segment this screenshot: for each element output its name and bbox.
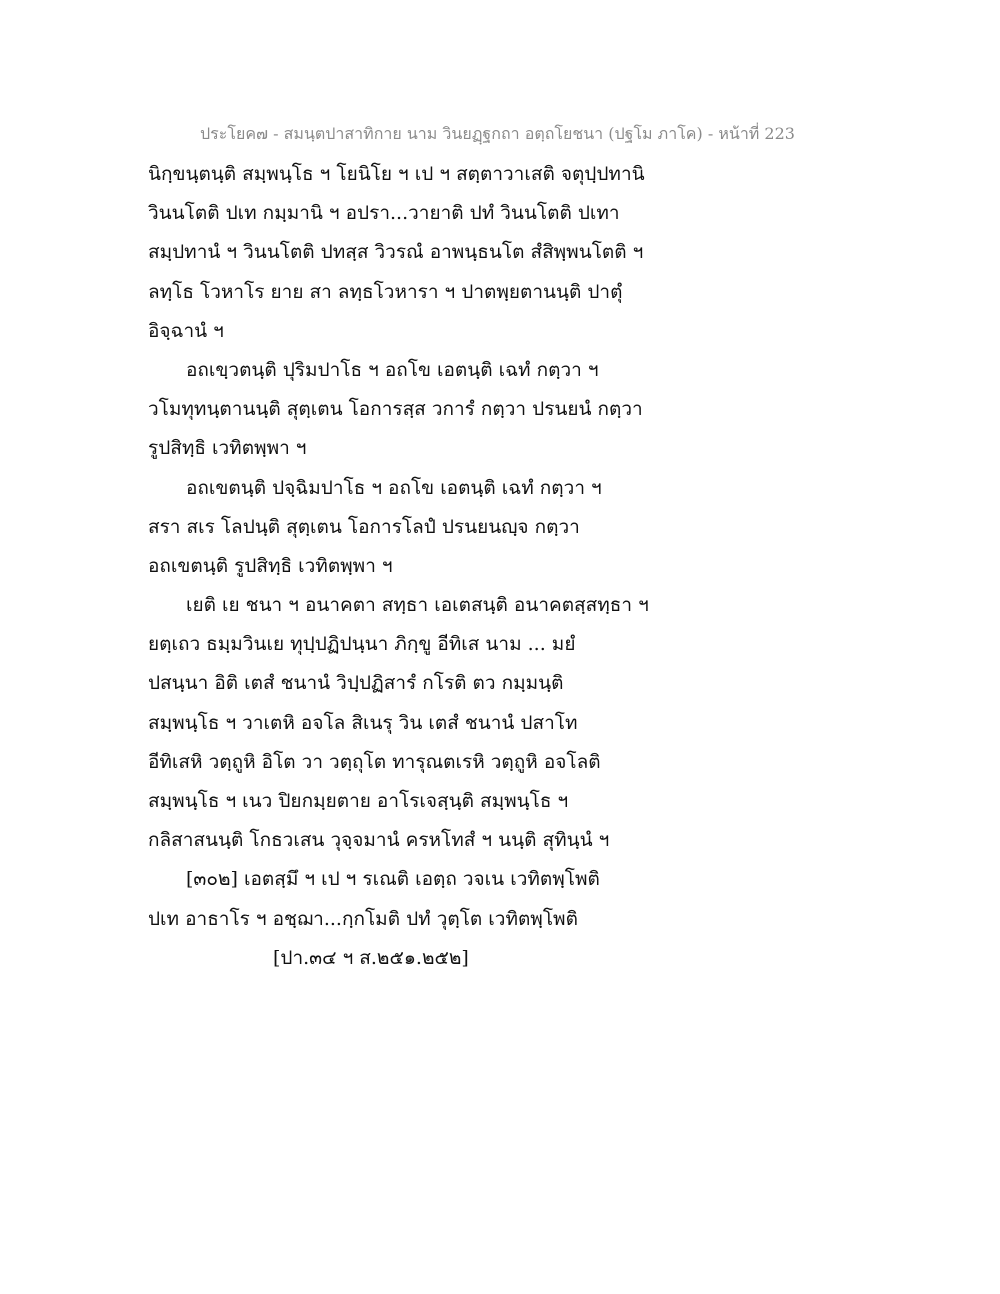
body-text: [148, 158, 868, 981]
text-line: ปสนฺนา อิติ เตสํ ชนานํ วิปฺปฏิสารํ กโรติ ตว กมฺมนฺติ: [148, 672, 564, 695]
text-line: เยติ เย ชนา ฯ อนาคตา สทฺธา เอเตสนฺติ อนาคตสฺสทฺธา ฯ: [186, 594, 649, 617]
text-line: [๓๐๒] เอตสฺมึ ฯ เป ฯ รเณติ เอตฺถ วจเน เวทิตพฺโพติ: [186, 868, 600, 891]
running-header: ประโยค๗ - สมนฺตปาสาทิกาย นาม วินยฏฺฐกถา อตฺถโยชนา (ปฐโม ภาโค) - หน้าที่ 223: [200, 124, 795, 143]
text-line: กลิสาสนนฺติ โกธวเสน วุจฺจมานํ ครหโทสํ ฯ นนฺติ สุทินฺนํ ฯ: [148, 829, 610, 852]
text-line: วินนโตติ ปเท กมฺมานิ ฯ อปรา...วายาติ ปทํ วินนโตติ ปเทา: [148, 202, 620, 225]
text-line: ลทฺโธ โวหาโร ยาย สา ลทฺธโวหารา ฯ ปาตพฺยตานนฺติ ปาตุํ: [148, 280, 623, 303]
reference-line: [ปา.๓๔ ฯ ส.๒๕๑.๒๕๒]: [273, 946, 469, 969]
text-line: อิจฺฉานํ ฯ: [148, 319, 224, 342]
text-line: อีทิเสหิ วตฺถูหิ อิโต วา วตฺถุโต ทารุณตเรหิ วตฺถูหิ อจโลติ: [148, 750, 601, 773]
text-line: อถเขตนฺติ รูปสิทฺธิ เวทิตพฺพา ฯ: [148, 554, 393, 577]
text-line: สมฺปทานํ ฯ วินนโตติ ปทสฺส วิวรณํ อาพนฺธนโต สํสิพฺพนโตติ ฯ: [148, 241, 644, 264]
text-line: อถเขตนฺติ ปจฺฉิมปาโธ ฯ อถโข เอตนฺติ เฉทํ กตฺวา ฯ: [186, 476, 602, 499]
text-line: ปเท อาธาโร ฯ อชฺฌา...กฺกโมติ ปทํ วุตฺโต เวทิตพฺโพติ: [148, 907, 578, 930]
text-line: อถเขฺวตนฺติ ปุริมปาโธ ฯ อถโข เอตนฺติ เฉทํ กตฺวา ฯ: [186, 358, 599, 381]
text-line: สมฺพนฺโธ ฯ เนว ปิยกมฺยตาย อาโรเจสฺนฺติ สมฺพนฺโธ ฯ: [148, 790, 569, 812]
text-line: ยตฺเถว ธมฺมวินเย ทุปฺปฏิปนฺนา ภิกฺขู อีทิเส นาม ... มยํ: [148, 633, 576, 656]
text-line: วโมทุทนฺตานนฺติ สุตฺเตน โอการสฺส วการํ กตฺวา ปรนยนํ กตฺวา: [148, 398, 643, 421]
text-line: รูปสิทฺธิ เวทิตพฺพา ฯ: [148, 437, 307, 460]
text-line: สมฺพนฺโธ ฯ วาเตหิ อจโล สิเนรุ วิน เตสํ ชนานํ ปสาโท: [148, 711, 578, 734]
text-line: สรา สเร โลปนฺติ สุตฺเตน โอการโลปํ ปรนยนญฺจ กตฺวา: [148, 515, 580, 538]
text-line: นิกฺขนฺตนฺติ สมฺพนฺโธ ฯ โยนิโย ฯ เป ฯ สตฺตาวาเสติ จตุปฺปทานิ: [148, 163, 645, 185]
